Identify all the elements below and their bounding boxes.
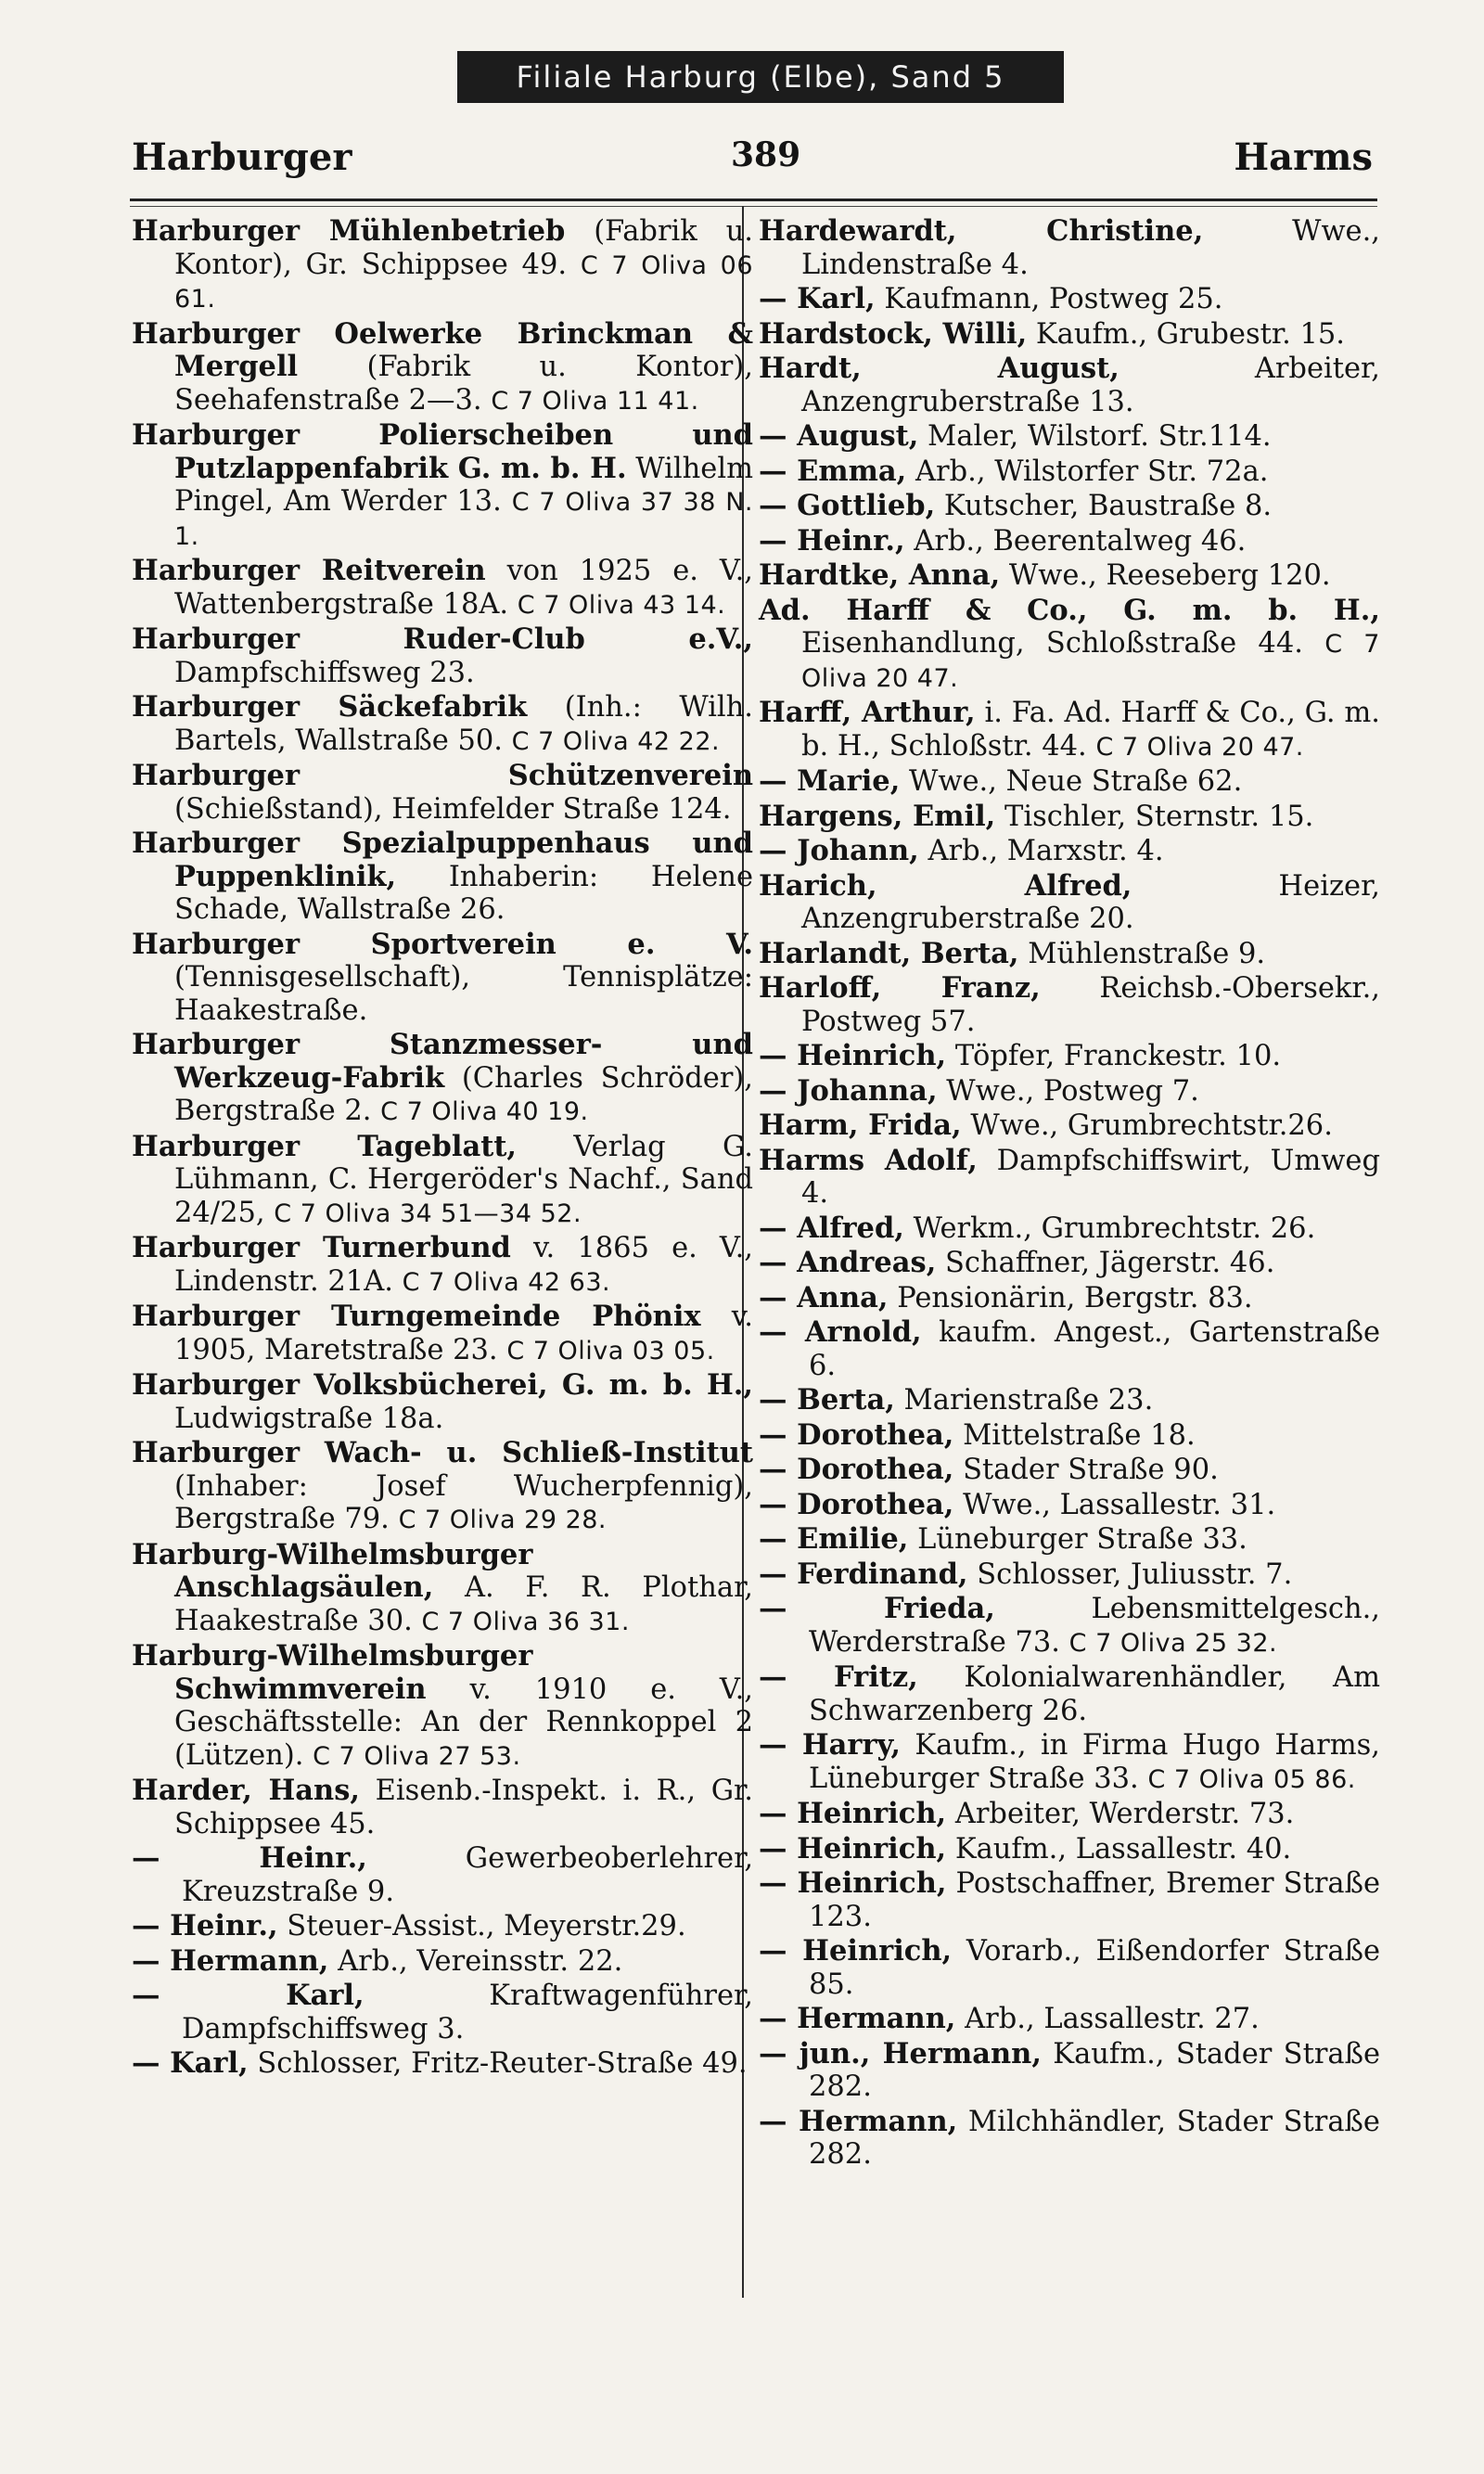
entry-details: Steuer-Assist., Meyerstr.29. <box>277 1910 686 1942</box>
directory-entry <box>759 1109 1380 1143</box>
directory-entry <box>132 318 753 418</box>
entry-name: Harlandt, Berta, <box>759 936 1019 970</box>
entry-details: Mühlenstraße 9. <box>1018 937 1266 970</box>
directory-entry <box>759 525 1380 558</box>
directory-entry <box>759 215 1380 281</box>
directory-entry <box>132 1945 753 1979</box>
entry-name: — Heinrich, <box>759 1866 947 1900</box>
entry-details: Stader Straße 90. <box>953 1454 1219 1486</box>
entry-phone: C 7 Oliva 03 05. <box>506 1336 715 1365</box>
entry-details: Arb., Beerentalweg 46. <box>904 524 1247 558</box>
directory-entry <box>759 420 1380 454</box>
entry-name: — Gottlieb, <box>759 489 936 522</box>
directory-entry <box>759 1661 1380 1727</box>
entry-name: Hardstock, Willi, <box>759 316 1028 351</box>
entry-details: (Fabrik u. Kontor), Gr. Schippsee 49. <box>174 215 754 281</box>
directory-entry <box>759 1833 1380 1866</box>
entry-name: Harburger Säckefabrik <box>132 690 528 724</box>
entry-phone: C 7 Oliva 36 31. <box>421 1607 630 1636</box>
entry-name: — Heinr., <box>132 1841 367 1875</box>
directory-entry <box>759 1145 1380 1211</box>
entry-details: A. F. R. Plothar, Haakestraße 30. <box>174 1571 753 1637</box>
entry-name: Harms Adolf, <box>759 1143 978 1177</box>
directory-entry <box>132 1369 753 1435</box>
directory-entry <box>759 765 1380 799</box>
entry-details: Inhaberin: Helene Schade, Wallstraße 26. <box>174 860 753 926</box>
left-column <box>132 215 753 2083</box>
entry-details: Heizer, Anzengruberstraße 20. <box>801 869 1380 935</box>
entry-details: Reichsb.-Obersekr., Postweg 57. <box>801 972 1380 1038</box>
directory-entry <box>132 555 753 622</box>
directory-entry <box>759 1558 1380 1592</box>
entry-details: (Fabrik u. Kontor), Seehafenstraße 2—3. <box>174 351 753 417</box>
directory-entry <box>759 938 1380 971</box>
entry-details: Arb., Wilstorfer Str. 72a. <box>906 455 1269 488</box>
entry-name: Harburger Sportverein e. V. <box>132 927 753 961</box>
entry-name: Harburger Ruder-Club e.V., <box>132 622 753 656</box>
entry-name: Harburger Schützenverein <box>132 759 753 792</box>
entry-phone: C 7 Oliva 29 28. <box>398 1506 608 1534</box>
directory-entry <box>132 1842 753 1908</box>
entry-details: Wwe., Postweg 7. <box>937 1074 1199 1108</box>
entry-name: Harm, Frida, <box>759 1109 962 1142</box>
entry-name: — Heinr., <box>132 1909 278 1942</box>
directory-entry <box>132 419 753 553</box>
directory-entry <box>759 1040 1380 1073</box>
entry-name: Harburger Spezialpuppenhaus und Puppenklinik, <box>132 827 753 893</box>
entry-details: Mittelstraße 18. <box>953 1418 1196 1452</box>
entry-name: — Fritz, <box>759 1660 918 1694</box>
entry-phone: C 7 Oliva 42 22. <box>511 726 721 756</box>
entry-details: (Charles Schröder), Bergstraße 2. <box>174 1061 753 1127</box>
entry-details: Wwe., Reeseberg 120. <box>1000 559 1331 592</box>
entry-name: — Alfred, <box>759 1211 904 1245</box>
entry-phone: C 7 Oliva 42 63. <box>402 1267 611 1297</box>
entry-details: Arbeiter, Anzengruberstraße 13. <box>801 353 1380 418</box>
entry-name: — Hermann, <box>132 1943 329 1978</box>
directory-entry <box>132 1539 753 1639</box>
entry-name: — Anna, <box>759 1280 889 1314</box>
directory-entry <box>132 760 753 826</box>
entry-name: Harloff, Franz, <box>759 971 1041 1005</box>
directory-entry <box>759 283 1380 316</box>
entry-phone: C 7 Oliva 25 32. <box>1068 1628 1278 1658</box>
directory-entry <box>759 870 1380 936</box>
directory-entry <box>132 1640 753 1773</box>
directory-entry <box>132 215 753 316</box>
directory-entry <box>759 1247 1380 1280</box>
directory-entry <box>759 1282 1380 1315</box>
entry-name: Harich, Alfred, <box>759 868 1132 903</box>
directory-entry <box>132 1910 753 1943</box>
directory-entry <box>759 490 1380 523</box>
entry-name: — jun., Hermann, <box>759 2036 1042 2070</box>
directory-entry <box>759 1593 1380 1660</box>
entry-details: Kraftwagenführer, Dampfschiffsweg 3. <box>182 1980 753 2045</box>
entry-details: Postschaffner, Bremer Straße 123. <box>809 1867 1381 1933</box>
directory-entry <box>132 1775 753 1840</box>
entry-details: v. 1905, Maretstraße 23. <box>174 1301 753 1366</box>
entry-details: Pensionärin, Bergstr. 83. <box>888 1281 1253 1314</box>
entry-name: Harburger Volksbücherei, G. m. b. H., <box>132 1368 753 1402</box>
entry-details: Arbeiter, Werderstr. 73. <box>946 1798 1295 1830</box>
entry-name: Hargens, Emil, <box>759 799 996 833</box>
entry-name: — Emma, <box>759 454 907 488</box>
entry-name: — Frieda, <box>759 1592 995 1625</box>
entry-name: — Heinrich, <box>759 1797 947 1830</box>
entry-details: (Inh.: Wilh. Bartels, Wallstraße 50. <box>174 691 753 757</box>
directory-entry <box>759 2003 1380 2036</box>
entry-details: Arb., Vereinsstr. 22. <box>328 1944 623 1978</box>
entry-details: (Tennisgesellschaft), Tennisplätze: Haakestraße. <box>174 961 753 1027</box>
directory-entry <box>759 835 1380 868</box>
header-rule-thin <box>130 206 1377 207</box>
entry-details: Marienstraße 23. <box>894 1384 1154 1416</box>
entry-name: — Dorothea, <box>759 1453 954 1486</box>
entry-details: Lebensmittelgesch., Werderstraße 73. <box>809 1593 1380 1659</box>
directory-entry <box>132 1437 753 1537</box>
entry-details: Kaufm., Lassallestr. 40. <box>946 1832 1292 1865</box>
entry-details: Kaufmann, Postweg 25. <box>875 283 1223 315</box>
entry-details: kaufm. Angest., Gartenstraße 6. <box>809 1316 1380 1382</box>
entry-name: Hardtke, Anna, <box>759 558 1001 592</box>
entry-details: von 1925 e. V., Wattenbergstraße 18A. <box>174 555 753 621</box>
entry-name: Harburger Mühlenbetrieb <box>132 214 566 248</box>
right-column <box>759 215 1380 2173</box>
directory-entry <box>759 697 1380 763</box>
entry-details: (Inhaber: Josef Wucherpfennig), Bergstraße 79. <box>174 1469 753 1535</box>
entry-details: Wwe., Lindenstraße 4. <box>801 215 1380 281</box>
entry-name: Harburger Oelwerke Brinckman & Mergell <box>132 316 753 383</box>
directory-entry <box>759 1384 1380 1417</box>
directory-entry <box>759 1454 1380 1487</box>
entry-details: Arb., Lassallestr. 27. <box>955 2003 1260 2035</box>
directory-entry <box>759 1935 1380 2001</box>
header-last-keyword: Harms <box>1234 135 1373 179</box>
entry-name: — Heinrich, <box>759 1039 947 1072</box>
entry-details: Wwe., Neue Straße 62. <box>900 765 1243 798</box>
directory-entry <box>759 595 1380 696</box>
directory-entry <box>759 1489 1380 1522</box>
entry-details: Eisenb.-Inspekt. i. R., Gr. Schippsee 45. <box>174 1775 753 1840</box>
entry-name: — Hermann, <box>759 2002 956 2035</box>
entry-name: Ad. Harff & Co., G. m. b. H., <box>759 593 1380 627</box>
entry-name: Harburger Wach- u. Schließ-Institut <box>132 1436 753 1469</box>
entry-details: Dampfschiffswirt, Umweg 4. <box>801 1144 1380 1210</box>
entry-details: Lüneburger Straße 33. <box>908 1523 1247 1556</box>
entry-name: Harburg-Wilhelmsburger Schwimmverein <box>132 1639 533 1706</box>
directory-entry <box>759 559 1380 593</box>
directory-entry <box>759 455 1380 489</box>
entry-name: Hardewardt, Christine, <box>759 214 1204 248</box>
directory-entry <box>759 1075 1380 1109</box>
entry-name: — August, <box>759 419 919 453</box>
entry-name: — Andreas, <box>759 1246 937 1279</box>
entry-name: Harburger Turngemeinde Phönix <box>132 1300 701 1333</box>
entry-name: Harburger Tageblatt, <box>132 1129 518 1163</box>
branch-banner: Filiale Harburg (Elbe), Sand 5 <box>457 51 1064 103</box>
directory-entry <box>759 1729 1380 1796</box>
entry-details: Ludwigstraße 18a. <box>174 1402 444 1435</box>
entry-details: i. Fa. Ad. Harff & Co., G. m. b. H., Schloßstr. 44. <box>801 697 1380 763</box>
entry-name: — Heinr., <box>759 523 905 558</box>
entry-name: Harburger Turnerbund <box>132 1231 511 1264</box>
entry-details: v. 1910 e. V., Geschäftsstelle: An der Rennkoppel 2 (Lützen). <box>174 1673 753 1772</box>
entry-details: Schlosser, Fritz-Reuter-Straße 49. <box>248 2047 748 2080</box>
header-rule <box>130 199 1377 201</box>
directory-entry <box>759 2038 1380 2104</box>
directory-entry <box>132 2047 753 2081</box>
directory-entry <box>759 1419 1380 1453</box>
entry-name: — Arnold, <box>759 1315 922 1349</box>
entry-details: Vorarb., Eißendorfer Straße 85. <box>809 1935 1380 2001</box>
entry-details: Kaufm., Grubestr. 15. <box>1027 317 1346 351</box>
entry-details: Milchhändler, Stader Straße 282. <box>809 2105 1380 2171</box>
entry-phone: C 7 Oliva 20 47. <box>801 630 1380 693</box>
entry-phone: C 7 Oliva 27 53. <box>313 1741 521 1771</box>
entry-details: Kaufm., Stader Straße 282. <box>809 2037 1381 2103</box>
entry-details: Kolonialwarenhändler, Am Schwarzenberg 26. <box>809 1661 1380 1727</box>
entry-details: Eisenhandlung, Schloßstraße 44. <box>801 627 1303 660</box>
directory-entry <box>759 1523 1380 1557</box>
entry-details: Töpfer, Franckestr. 10. <box>946 1040 1282 1072</box>
entry-details: Maler, Wilstorf. Str.114. <box>918 420 1272 453</box>
entry-name: — Johann, <box>759 834 919 867</box>
entry-name: — Berta, <box>759 1383 895 1416</box>
entry-details: Dampfschiffsweg 23. <box>174 656 475 689</box>
entry-name: Harburger Reitverein <box>132 554 486 587</box>
directory-entry <box>132 1980 753 2045</box>
entry-details: Wwe., Grumbrechtstr.26. <box>961 1109 1333 1142</box>
entry-phone: C 7 Oliva 05 86. <box>1147 1764 1356 1794</box>
entry-name: — Heinrich, <box>759 1934 953 1968</box>
directory-entry <box>132 827 753 927</box>
entry-name: — Dorothea, <box>759 1417 954 1452</box>
entry-name: Harburger Polierscheiben und Putzlappenfabrik G. m. b. H. <box>132 418 753 485</box>
entry-name: — Dorothea, <box>759 1487 954 1521</box>
entry-details: Gewerbeoberlehrer, Kreuzstraße 9. <box>182 1842 754 1908</box>
directory-entry <box>759 318 1380 352</box>
directory-entry <box>132 691 753 758</box>
entry-details: Wwe., Lassallestr. 31. <box>953 1488 1276 1521</box>
entry-name: — Johanna, <box>759 1073 938 1108</box>
entry-phone: C 7 Oliva 06 61. <box>174 250 753 314</box>
entry-details: Tischler, Sternstr. 15. <box>995 800 1314 833</box>
header-first-keyword: Harburger <box>132 135 352 179</box>
entry-name: — Karl, <box>132 1979 365 2012</box>
entry-details: Arb., Marxstr. 4. <box>918 835 1164 867</box>
entry-phone: C 7 Oliva 34 51—34 52. <box>274 1199 582 1228</box>
entry-name: Harder, Hans, <box>132 1774 360 1807</box>
entry-name: — Hermann, <box>759 2104 958 2138</box>
entry-details: Kaufm., in Firma Hugo Harms, Lüneburger Straße 33. <box>809 1729 1380 1795</box>
directory-entry <box>759 972 1380 1038</box>
entry-name: — Marie, <box>759 764 901 798</box>
entry-name: — Karl, <box>132 2046 249 2080</box>
directory-entry <box>132 1131 753 1231</box>
entry-phone: C 7 Oliva 20 47. <box>1095 732 1304 762</box>
entry-name: Harburger Stanzmesser- und Werkzeug-Fabrik <box>132 1028 753 1095</box>
entry-details: (Schießstand), Heimfelder Straße 124. <box>174 792 732 826</box>
directory-entry <box>132 1232 753 1299</box>
directory-entry <box>759 1316 1380 1382</box>
entry-details: Kutscher, Baustraße 8. <box>935 490 1273 522</box>
entry-name: Harff, Arthur, <box>759 696 976 729</box>
directory-entry <box>759 1212 1380 1246</box>
entry-name: — Heinrich, <box>759 1831 947 1865</box>
entry-details: Wilhelm Pingel, Am Werder 13. <box>174 452 754 518</box>
entry-name: Hardt, August, <box>759 352 1119 385</box>
page-number: 389 <box>731 135 801 174</box>
directory-entry <box>759 1798 1380 1831</box>
directory-entry <box>132 623 753 689</box>
entry-details: v. 1865 e. V., Lindenstr. 21A. <box>174 1232 753 1298</box>
entry-details: Schlosser, Juliusstr. 7. <box>967 1557 1293 1591</box>
directory-entry <box>759 2106 1380 2172</box>
entry-name: — Harry, <box>759 1728 901 1762</box>
directory-entry <box>759 1867 1380 1933</box>
directory-entry <box>759 353 1380 418</box>
entry-name: — Karl, <box>759 282 876 315</box>
directory-entry <box>132 1301 753 1367</box>
entry-details: Verlag G. Lühmann, C. Hergeröder's Nachf., Sand 24/25, <box>174 1130 753 1229</box>
directory-entry <box>132 929 753 1028</box>
entry-name: — Ferdinand, <box>759 1557 968 1591</box>
entry-details: Schaffner, Jägerstr. 46. <box>936 1247 1275 1279</box>
entry-name: — Emilie, <box>759 1522 909 1556</box>
directory-entry <box>132 1029 753 1129</box>
entry-phone: C 7 Oliva 11 41. <box>491 386 699 416</box>
entry-phone: C 7 Oliva 43 14. <box>517 590 726 620</box>
entry-phone: C 7 Oliva 40 19. <box>380 1097 589 1126</box>
entry-phone: C 7 Oliva 37 38 N. 1. <box>174 488 753 551</box>
directory-entry <box>759 801 1380 834</box>
entry-details: Werkm., Grumbrechtstr. 26. <box>903 1211 1316 1245</box>
entry-name: Harburg-Wilhelmsburger Anschlagsäulen, <box>132 1537 533 1604</box>
